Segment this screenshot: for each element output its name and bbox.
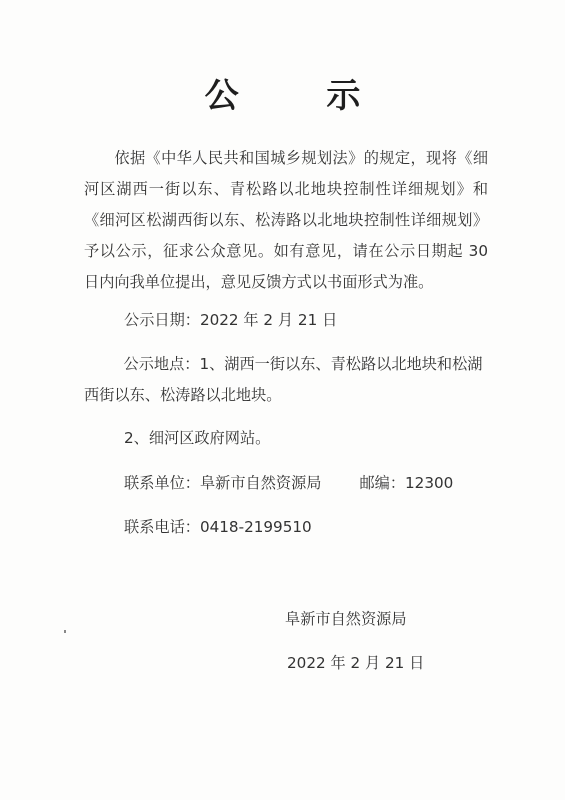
notice-intro-paragraph: 依据《中华人民共和国城乡规划法》的规定，现将《细河区湖西一街以东、青松路以北地块控制性详细规划》和《细河区松湖西街以东、松涛路以北地块控制性详细规划》予以公示，征求公众意见。如有意见，请在公示日期起 30 日内向我单位提出，意见反馈方式以书面形式为准。	[84, 149, 488, 291]
phone-label: 联系电话：	[124, 518, 200, 536]
scan-speck	[64, 630, 66, 633]
publicity-place: 公示地点：1、湖西一街以东、青松路以北地块和松湖西街以东、松涛路以北地块。	[84, 355, 483, 404]
publicity-date: 公示日期：2022 年 2 月 21 日	[124, 311, 338, 329]
phone-number: 0418-2199510	[199, 518, 312, 536]
contact-unit-label: 联系单位：	[124, 474, 200, 492]
postcode: 12300	[405, 474, 454, 492]
contact-unit-line	[124, 468, 453, 499]
signature-org: 阜新市自然资源局	[285, 610, 407, 628]
phone-line	[124, 512, 312, 543]
notice-title: 公 示	[204, 76, 399, 116]
postcode-label: 邮编：	[359, 474, 405, 492]
publicity-place-2: 2、细河区政府网站。	[124, 429, 271, 447]
contact-unit: 阜新市自然资源局	[199, 474, 322, 492]
signature-date: 2022 年 2 月 21 日	[287, 654, 425, 672]
